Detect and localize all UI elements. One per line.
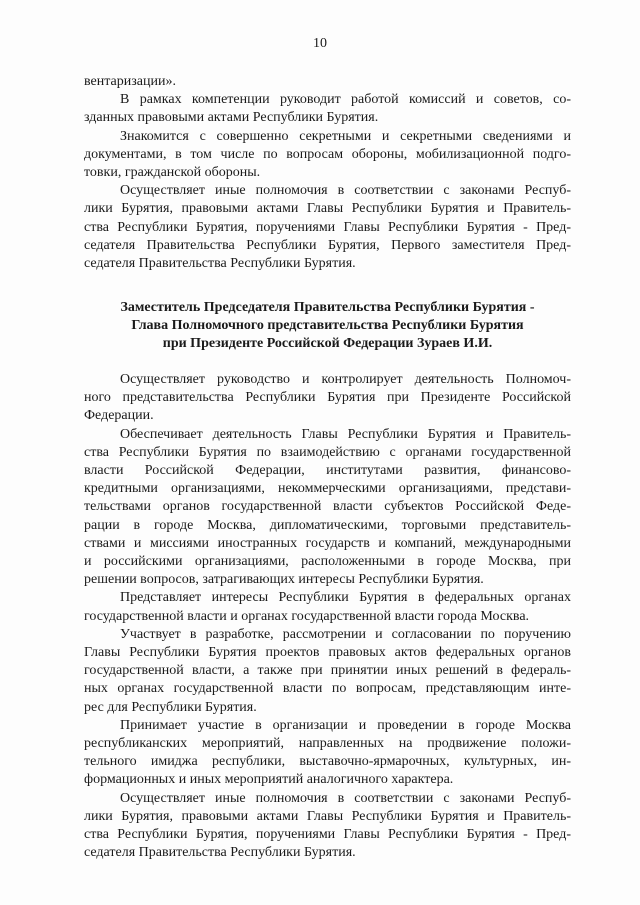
paragraph-line: рес для Республики Бурятия. xyxy=(84,699,257,715)
paragraph-line: тельного имиджа республики, выставочно-ярмарочных, культурных, ин- xyxy=(84,754,571,770)
paragraph-line: власти Российской Федерации, институтами развития, финансово- xyxy=(84,463,571,479)
paragraph xyxy=(84,426,571,590)
paragraph xyxy=(84,128,571,183)
paragraph-line: ствами и миссиями иностранных государств и компаний, международными xyxy=(84,535,571,551)
paragraph-line: ства Республики Бурятия по взаимодействию с органами государственной xyxy=(84,444,571,460)
paragraph-line: ного представительства Республики Бурятия при Президенте Российской xyxy=(84,390,571,406)
paragraph-line: Осуществляет руководство и контролирует деятельность Полномоч- xyxy=(120,372,571,387)
paragraph-line: Участвует в разработке, рассмотрении и согласовании по поручению xyxy=(120,626,571,642)
paragraph-line: вентаризации». xyxy=(84,74,176,89)
paragraph-line: документами, в том числе по вопросам обороны, мобилизационной подго- xyxy=(84,146,571,162)
section-top xyxy=(84,73,571,273)
paragraph xyxy=(84,589,571,625)
paragraph-line: Обеспечивает деятельность Главы Республики Бурятия и Правитель- xyxy=(120,426,571,442)
paragraph xyxy=(84,91,571,127)
section-heading xyxy=(84,299,571,354)
paragraph-line: ства Республики Бурятия, поручениями Главы Республики Бурятия - Пред- xyxy=(84,827,571,843)
paragraph-line: Осуществляет иные полномочия в соответствии с законами Респуб- xyxy=(120,790,571,806)
heading-line: Глава Полномочного представительства Республики Бурятия xyxy=(131,318,524,334)
paragraph-line: Осуществляет иные полномочия в соответствии с законами Респуб- xyxy=(120,183,571,199)
paragraph-line: лики Бурятия, правовыми актами Главы Республики Бурятия и Правитель- xyxy=(84,808,571,824)
paragraph-line: Главы Республики Бурятия проектов правовых актов федеральных органов xyxy=(84,645,571,661)
paragraph-line: зданных правовыми актами Республики Бурятия. xyxy=(84,110,379,126)
section-bottom xyxy=(84,371,571,862)
paragraph xyxy=(84,182,571,273)
paragraph-line: республиканских мероприятий, направленных на продвижение положи- xyxy=(84,736,571,752)
paragraph-line: седателя Правительства Республики Бурятия, Первого заместителя Пред- xyxy=(84,237,571,253)
paragraph-line: Знакомится с совершенно секретными и секретными сведениями и xyxy=(120,128,571,144)
paragraph-line: ства Республики Бурятия, поручениями Главы Республики Бурятия - Пред- xyxy=(84,219,571,235)
paragraph-line: Представляет интересы Республики Бурятия в федеральных органах xyxy=(120,590,571,606)
paragraph-line: Принимает участие в организации и проведении в городе Москва xyxy=(120,717,571,733)
page-number: 10 xyxy=(313,36,327,51)
paragraph-line: седателя Правительства Республики Бурятия. xyxy=(84,256,356,272)
paragraph-line: и российскими организациями, расположенными в городе Москва, при xyxy=(84,554,571,570)
heading-line: Заместитель Председателя Правительства Республики Бурятия - xyxy=(120,300,535,315)
heading-line: при Президенте Российской Федерации Зураев И.И. xyxy=(162,336,493,352)
paragraph-line: лики Бурятия, правовыми актами Главы Республики Бурятия и Правитель- xyxy=(84,201,571,217)
paragraph-line: тельствами органов государственной власти субъектов Российской Феде- xyxy=(84,499,571,515)
paragraph-line: государственной власти, а также при принятии иных решений в федераль- xyxy=(84,663,571,679)
paragraph xyxy=(84,371,571,426)
paragraph-line: рации в городе Москва, дипломатическими, торговыми представитель- xyxy=(84,517,571,533)
paragraph-line: ных органах государственной власти по вопросам, представляющим инте- xyxy=(84,681,571,697)
paragraph-line: решении вопросов, затрагивающих интересы Республики Бурятия. xyxy=(84,572,484,588)
paragraph xyxy=(84,717,571,790)
paragraph-line: Федерации. xyxy=(84,408,154,424)
paragraph-line: формационных и иных мероприятий аналогичного характера. xyxy=(84,772,454,788)
paragraph-line: кредитными организациями, некоммерческими организациями, представи- xyxy=(84,481,571,497)
paragraph xyxy=(84,73,571,91)
paragraph-line: государственной власти и органах государственной власти города Москва. xyxy=(84,608,530,624)
paragraph-line: седателя Правительства Республики Бурятия. xyxy=(84,845,356,861)
paragraph xyxy=(84,790,571,863)
paragraph-line: В рамках компетенции руководит работой комиссий и советов, со- xyxy=(120,92,571,108)
paragraph xyxy=(84,626,571,717)
paragraph-line: товки, гражданской обороны. xyxy=(84,165,261,181)
